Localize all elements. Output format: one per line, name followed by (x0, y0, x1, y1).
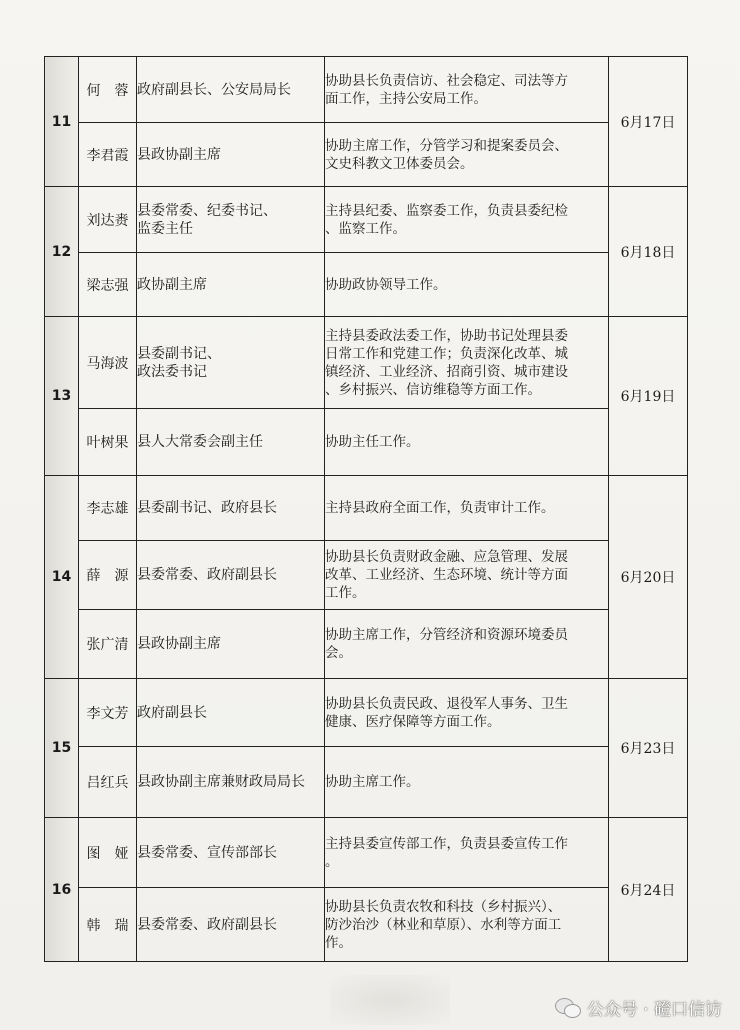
official-position (137, 123, 325, 187)
official-position (137, 679, 325, 747)
reception-date: 6月18日 (609, 187, 688, 317)
duty-line: 协助主席工作，分管学习和提案委员会、 (325, 137, 568, 154)
official-name: 张广清 (79, 610, 137, 679)
table-row (45, 747, 688, 818)
group-number: 13 (45, 317, 79, 476)
table-row (45, 888, 688, 962)
reception-date: 6月17日 (609, 57, 688, 187)
position-line: 县委常委、政府副县长 (137, 567, 277, 583)
official-position (137, 57, 325, 123)
official-position (137, 747, 325, 818)
official-duties (325, 747, 609, 818)
position-line: 县委常委、宣传部部长 (137, 844, 277, 861)
duty-line: 协助县长负责信访、社会稳定、司法等方 (325, 72, 568, 89)
reception-date: 6月23日 (609, 679, 688, 818)
table-row (45, 57, 688, 123)
table-row (45, 541, 688, 610)
duty-line: 改革、工业经济、生态环境、统计等方面 (325, 567, 568, 583)
reception-date: 6月24日 (609, 818, 688, 962)
official-position (137, 818, 325, 888)
position-line: 县政协副主席 (137, 636, 221, 652)
official-position (137, 317, 325, 409)
official-duties (325, 818, 609, 888)
official-position (137, 888, 325, 962)
paper-crease (330, 975, 450, 1025)
table-row (45, 818, 688, 888)
table-row (45, 610, 688, 679)
group-number: 14 (45, 476, 79, 679)
official-duties (325, 610, 609, 679)
group-number: 16 (45, 818, 79, 962)
position-line: 县人大常委会副主任 (137, 434, 263, 450)
duty-line: 协助主席工作。 (325, 774, 420, 790)
table-row (45, 123, 688, 187)
table-row (45, 317, 688, 409)
official-position (137, 253, 325, 317)
duty-line: 。 (325, 853, 339, 870)
duty-line: 主持县委宣传部工作，负责县委宣传工作 (325, 835, 568, 852)
duty-line: 镇经济、工业经济、招商引资、城市建设 (325, 363, 568, 380)
official-name: 何 蓉 (79, 57, 137, 123)
duty-line: 主持县纪委、监察委工作，负责县委纪检 (325, 202, 568, 219)
group-number: 12 (45, 187, 79, 317)
position-line: 县委常委、政府副县长 (137, 916, 277, 933)
official-position (137, 409, 325, 476)
position-line: 县政协副主席 (137, 146, 221, 163)
official-position (137, 610, 325, 679)
table-row (45, 253, 688, 317)
official-name: 梁志强 (79, 253, 137, 317)
official-position (137, 541, 325, 610)
position-line: 政府副县长 (137, 704, 207, 721)
official-duties (325, 123, 609, 187)
wechat-watermark (555, 995, 722, 1020)
table-row (45, 476, 688, 541)
duty-line: 会。 (325, 645, 352, 661)
duty-line: 协助县长负责农牧和科技（乡村振兴）、 (325, 898, 562, 915)
official-duties (325, 888, 609, 962)
position-line: 政法委书记 (137, 363, 207, 380)
official-name: 叶树果 (79, 409, 137, 476)
group-number: 11 (45, 57, 79, 187)
official-name: 吕红兵 (79, 747, 137, 818)
official-duties (325, 476, 609, 541)
wechat-icon (555, 998, 581, 1018)
duty-line: 协助县长负责民政、退役军人事务、卫生 (325, 695, 568, 712)
duty-line: 防沙治沙（林业和草原）、水利等方面工 (325, 916, 562, 933)
reception-date: 6月19日 (609, 317, 688, 476)
duty-line: 健康、医疗保障等方面工作。 (325, 713, 501, 730)
duty-line: 作。 (325, 934, 352, 951)
duty-line: 、乡村振兴、信访维稳等方面工作。 (325, 381, 541, 398)
official-duties (325, 187, 609, 253)
official-duties (325, 253, 609, 317)
duty-line: 协助主席工作，分管经济和资源环境委员 (325, 627, 568, 643)
official-name: 李君霞 (79, 123, 137, 187)
position-line: 政协副主席 (137, 276, 207, 293)
official-name: 李志雄 (79, 476, 137, 541)
official-name: 李文芳 (79, 679, 137, 747)
position-line: 县委副书记、政府县长 (137, 500, 277, 516)
duty-line: 文史科教文卫体委员会。 (325, 155, 474, 172)
official-duties (325, 679, 609, 747)
official-name: 韩 瑞 (79, 888, 137, 962)
position-line: 县委常委、纪委书记、 (137, 202, 277, 219)
official-duties (325, 57, 609, 123)
table-row (45, 679, 688, 747)
position-line: 政府副县长、公安局局长 (137, 81, 291, 98)
duty-line: 主持县委政法委工作，协助书记处理县委 (325, 327, 568, 344)
official-name: 马海波 (79, 317, 137, 409)
official-name: 图 娅 (79, 818, 137, 888)
official-duties (325, 541, 609, 610)
reception-date: 6月20日 (609, 476, 688, 679)
table-row (45, 187, 688, 253)
official-position (137, 187, 325, 253)
position-line: 县政协副主席兼财政局局长 (137, 774, 305, 790)
official-position (137, 476, 325, 541)
duty-line: 、监察工作。 (325, 220, 406, 237)
official-duties (325, 409, 609, 476)
reception-schedule-table (44, 56, 688, 962)
position-line: 县委副书记、 (137, 345, 221, 362)
official-name: 薛 源 (79, 541, 137, 610)
duty-line: 主持县政府全面工作，负责审计工作。 (325, 500, 555, 516)
duty-line: 面工作，主持公安局工作。 (325, 90, 487, 107)
watermark-text: 公众号 · 磴口信访 (586, 1000, 722, 1020)
table-row (45, 409, 688, 476)
duty-line: 日常工作和党建工作；负责深化改革、城 (325, 345, 568, 362)
position-line: 监委主任 (137, 220, 193, 237)
duty-line: 协助县长负责财政金融、应急管理、发展 (325, 549, 568, 565)
duty-line: 工作。 (325, 585, 366, 601)
duty-line: 协助政协领导工作。 (325, 276, 447, 293)
official-duties (325, 317, 609, 409)
group-number: 15 (45, 679, 79, 818)
official-name: 刘达赉 (79, 187, 137, 253)
duty-line: 协助主任工作。 (325, 434, 420, 450)
